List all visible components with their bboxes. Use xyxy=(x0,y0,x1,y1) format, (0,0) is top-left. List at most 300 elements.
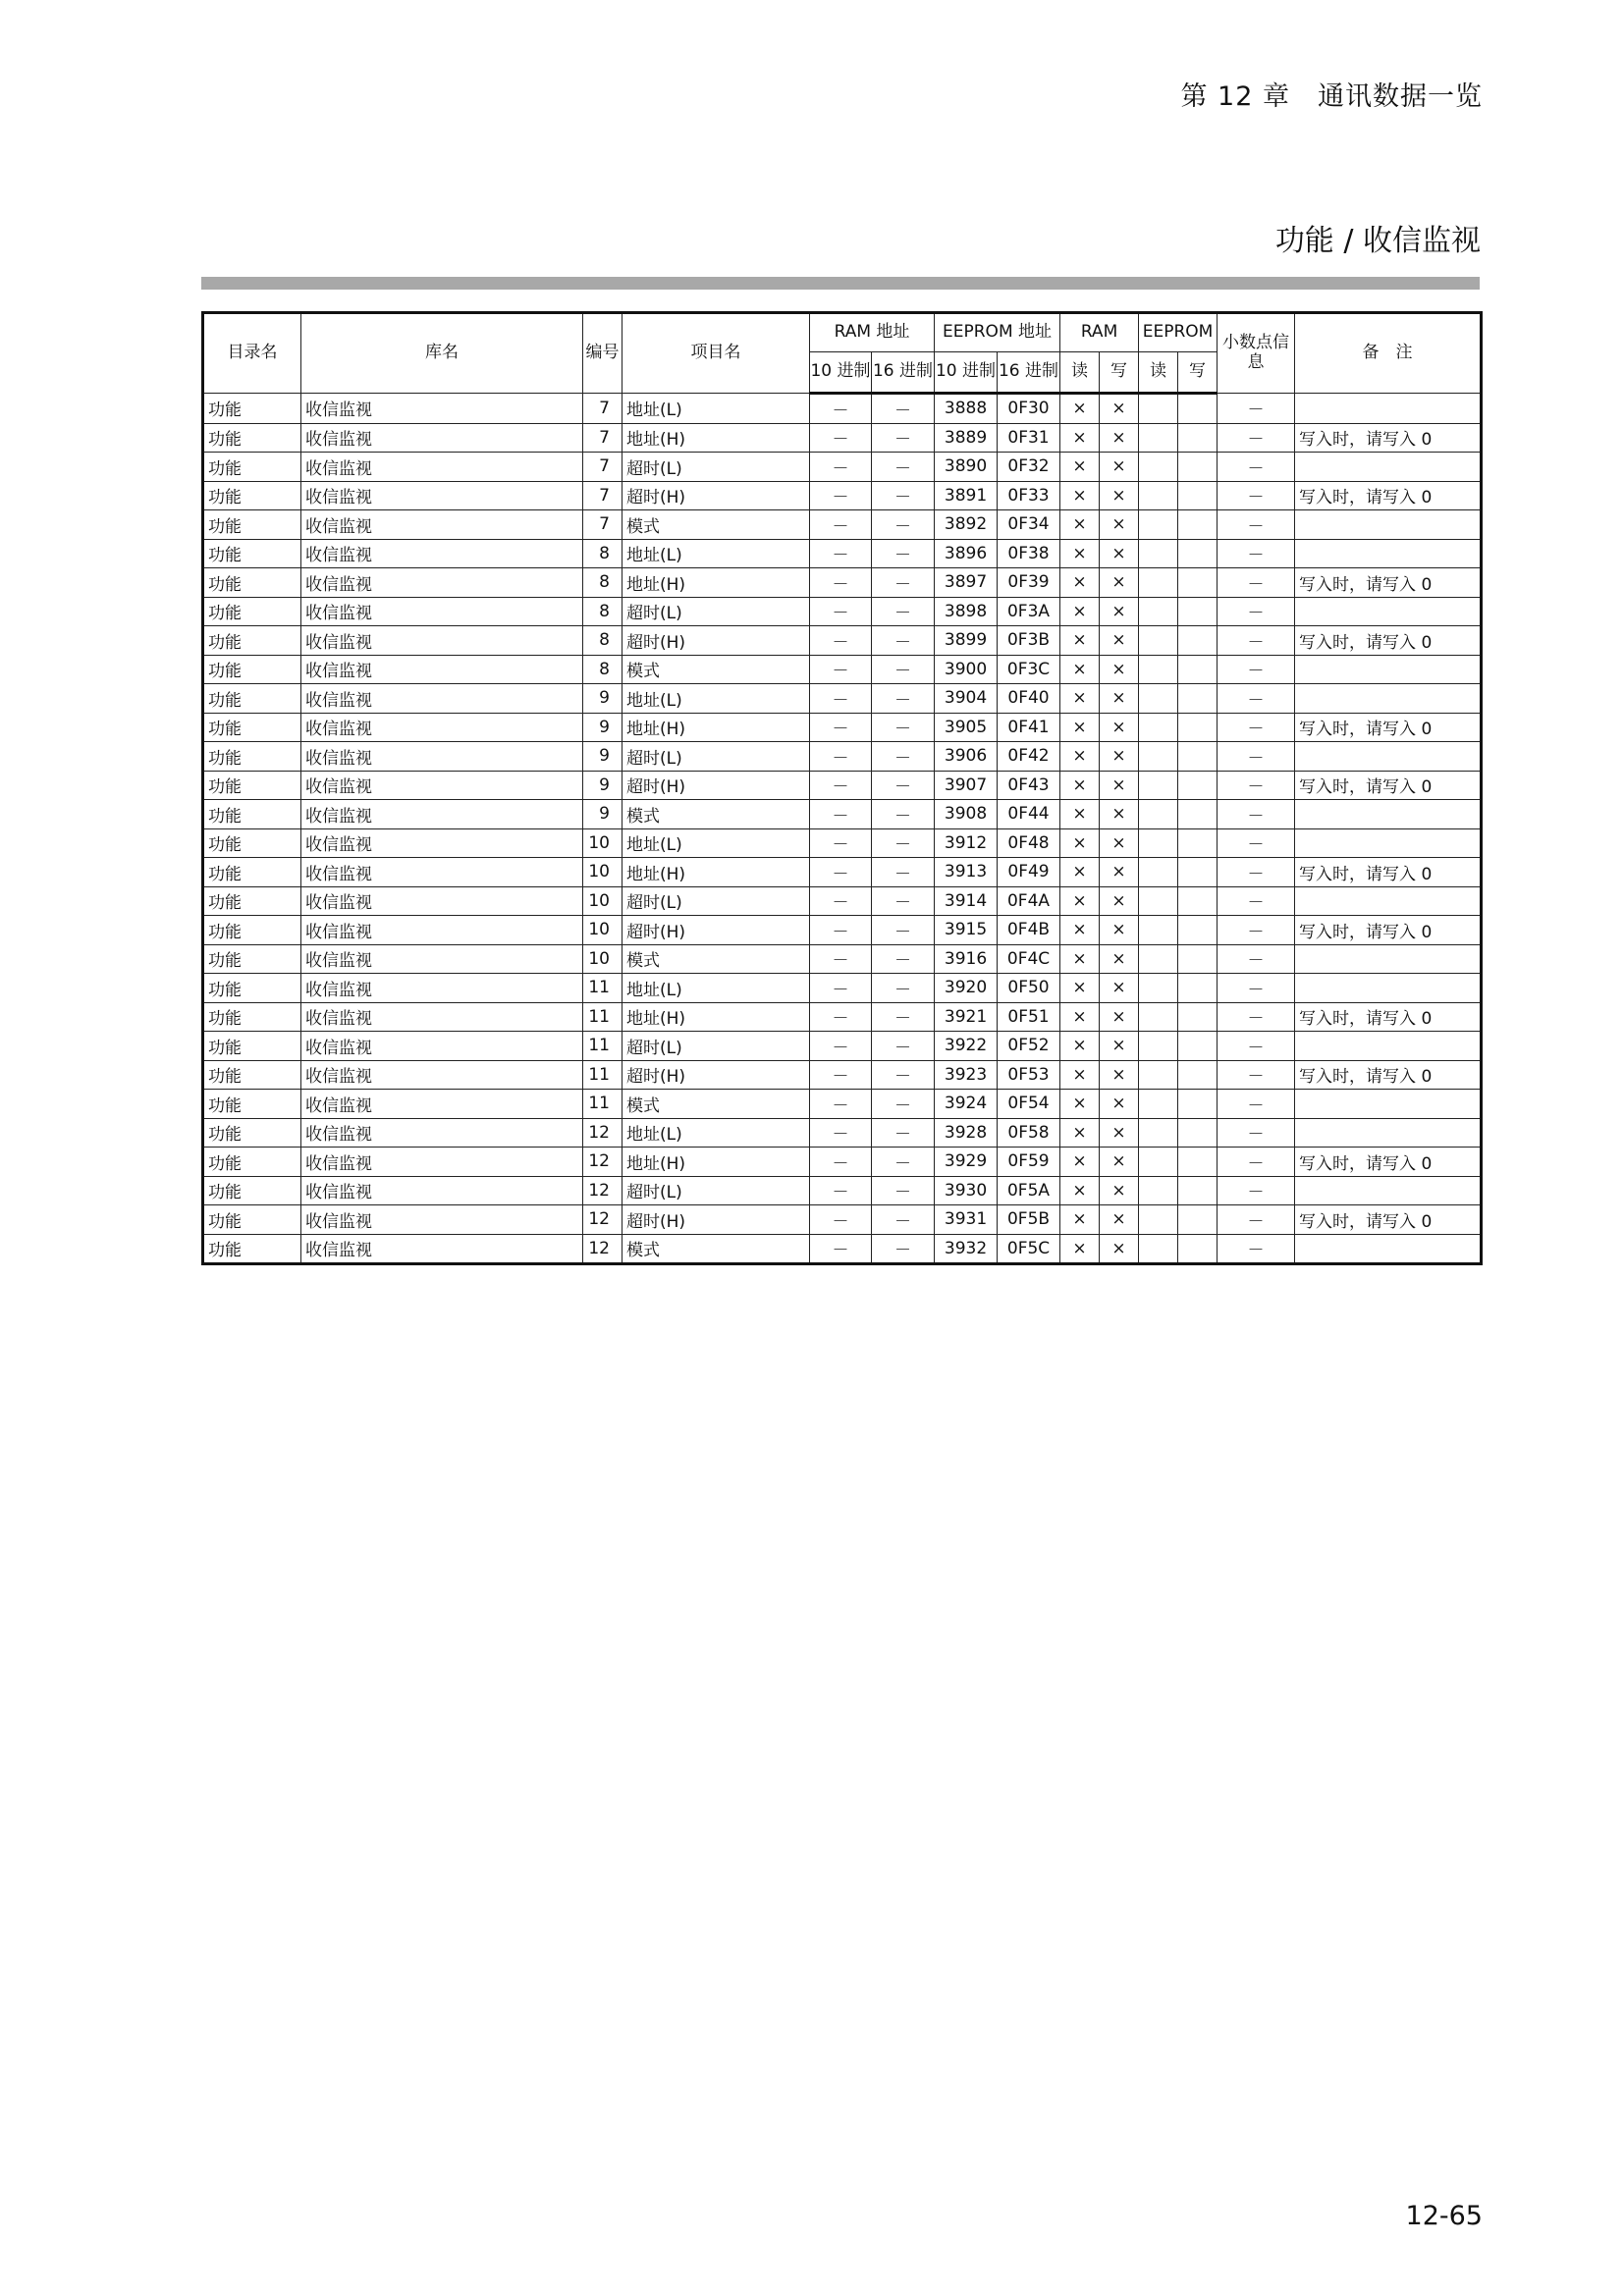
cell-item: 超时(L) xyxy=(623,742,810,772)
cell-ram-read: × xyxy=(1060,1205,1100,1235)
cell-ram-read: × xyxy=(1060,1002,1100,1032)
cell-eeprom-dec: 3932 xyxy=(935,1234,998,1264)
chapter-title: 第 12 章 通讯数据一览 xyxy=(1180,81,1483,112)
cell-decimal-info: － xyxy=(1218,771,1295,800)
cell-remarks xyxy=(1295,1032,1482,1061)
cell-eeprom-hex: 0F39 xyxy=(998,568,1060,598)
cell-ram-hex: － xyxy=(872,568,935,598)
cell-decimal-info: － xyxy=(1218,886,1295,916)
cell-catalog: 功能 xyxy=(203,771,301,800)
cell-ram-read: × xyxy=(1060,974,1100,1003)
cell-item: 模式 xyxy=(623,1234,810,1264)
cell-ram-dec: － xyxy=(810,684,872,714)
cell-eeprom-write xyxy=(1178,1234,1218,1264)
cell-remarks: 写入时，请写入 0 xyxy=(1295,423,1482,453)
cell-eeprom-read xyxy=(1139,1148,1178,1177)
table-row xyxy=(203,742,1482,772)
cell-remarks xyxy=(1295,974,1482,1003)
cell-remarks xyxy=(1295,453,1482,482)
cell-eeprom-read xyxy=(1139,423,1178,453)
cell-eeprom-read xyxy=(1139,858,1178,887)
cell-ram-read: × xyxy=(1060,713,1100,742)
cell-eeprom-read xyxy=(1139,1176,1178,1205)
cell-ram-hex: － xyxy=(872,886,935,916)
table-row xyxy=(203,1032,1482,1061)
section-title: 功能 / 收信监视 xyxy=(1274,224,1481,258)
cell-item: 超时(L) xyxy=(623,886,810,916)
cell-eeprom-read xyxy=(1139,1002,1178,1032)
header-ram: RAM xyxy=(1060,313,1139,352)
cell-eeprom-hex: 0F4A xyxy=(998,886,1060,916)
cell-eeprom-write xyxy=(1178,1090,1218,1119)
cell-ram-read: × xyxy=(1060,539,1100,568)
cell-eeprom-read xyxy=(1139,481,1178,510)
header-eeprom-write: 写 xyxy=(1178,352,1218,394)
cell-ram-dec: － xyxy=(810,626,872,656)
cell-ram-hex: － xyxy=(872,597,935,626)
cell-ram-read: × xyxy=(1060,1234,1100,1264)
cell-ram-write: × xyxy=(1100,800,1139,829)
cell-catalog: 功能 xyxy=(203,944,301,974)
cell-eeprom-dec: 3891 xyxy=(935,481,998,510)
cell-ram-read: × xyxy=(1060,684,1100,714)
cell-number: 9 xyxy=(583,771,623,800)
cell-eeprom-read xyxy=(1139,713,1178,742)
cell-ram-read: × xyxy=(1060,1176,1100,1205)
cell-number: 7 xyxy=(583,423,623,453)
header-item: 项目名 xyxy=(623,313,810,394)
cell-eeprom-hex: 0F44 xyxy=(998,800,1060,829)
cell-eeprom-read xyxy=(1139,539,1178,568)
cell-decimal-info: － xyxy=(1218,1060,1295,1090)
cell-number: 9 xyxy=(583,713,623,742)
cell-library: 收信监视 xyxy=(301,510,583,540)
cell-eeprom-write xyxy=(1178,539,1218,568)
cell-eeprom-hex: 0F42 xyxy=(998,742,1060,772)
cell-eeprom-write xyxy=(1178,510,1218,540)
cell-item: 地址(L) xyxy=(623,974,810,1003)
cell-ram-hex: － xyxy=(872,1060,935,1090)
cell-decimal-info: － xyxy=(1218,1148,1295,1177)
cell-ram-write: × xyxy=(1100,597,1139,626)
cell-catalog: 功能 xyxy=(203,886,301,916)
cell-remarks xyxy=(1295,539,1482,568)
cell-decimal-info: － xyxy=(1218,626,1295,656)
cell-eeprom-hex: 0F3A xyxy=(998,597,1060,626)
cell-eeprom-write xyxy=(1178,1118,1218,1148)
cell-remarks: 写入时，请写入 0 xyxy=(1295,858,1482,887)
cell-eeprom-read xyxy=(1139,771,1178,800)
cell-library: 收信监视 xyxy=(301,453,583,482)
cell-item: 地址(H) xyxy=(623,858,810,887)
cell-catalog: 功能 xyxy=(203,828,301,858)
cell-number: 7 xyxy=(583,481,623,510)
cell-remarks: 写入时，请写入 0 xyxy=(1295,1205,1482,1235)
header-ram-hex: 16 进制 xyxy=(872,352,935,394)
cell-library: 收信监视 xyxy=(301,858,583,887)
cell-eeprom-dec: 3924 xyxy=(935,1090,998,1119)
header-eeprom: EEPROM xyxy=(1139,313,1218,352)
cell-ram-dec: － xyxy=(810,597,872,626)
cell-ram-write: × xyxy=(1100,1148,1139,1177)
cell-library: 收信监视 xyxy=(301,1090,583,1119)
cell-ram-write: × xyxy=(1100,1205,1139,1235)
cell-number: 9 xyxy=(583,742,623,772)
cell-eeprom-read xyxy=(1139,974,1178,1003)
cell-catalog: 功能 xyxy=(203,1060,301,1090)
cell-number: 12 xyxy=(583,1118,623,1148)
table-row xyxy=(203,423,1482,453)
cell-eeprom-read xyxy=(1139,626,1178,656)
cell-library: 收信监视 xyxy=(301,655,583,684)
cell-ram-dec: － xyxy=(810,481,872,510)
cell-ram-write: × xyxy=(1100,1234,1139,1264)
cell-item: 模式 xyxy=(623,1090,810,1119)
cell-eeprom-hex: 0F41 xyxy=(998,713,1060,742)
cell-eeprom-read xyxy=(1139,1234,1178,1264)
cell-decimal-info: － xyxy=(1218,655,1295,684)
cell-eeprom-read xyxy=(1139,510,1178,540)
cell-library: 收信监视 xyxy=(301,1002,583,1032)
cell-eeprom-hex: 0F5C xyxy=(998,1234,1060,1264)
cell-ram-read: × xyxy=(1060,510,1100,540)
cell-ram-write: × xyxy=(1100,1060,1139,1090)
header-eeprom-dec: 10 进制 xyxy=(935,352,998,394)
cell-decimal-info: － xyxy=(1218,423,1295,453)
table-row xyxy=(203,655,1482,684)
cell-eeprom-read xyxy=(1139,800,1178,829)
cell-item: 地址(L) xyxy=(623,394,810,424)
cell-number: 10 xyxy=(583,858,623,887)
cell-ram-dec: － xyxy=(810,771,872,800)
cell-library: 收信监视 xyxy=(301,742,583,772)
cell-remarks xyxy=(1295,828,1482,858)
cell-remarks xyxy=(1295,655,1482,684)
cell-eeprom-dec: 3908 xyxy=(935,800,998,829)
cell-ram-hex: － xyxy=(872,539,935,568)
cell-eeprom-hex: 0F49 xyxy=(998,858,1060,887)
cell-number: 10 xyxy=(583,944,623,974)
cell-decimal-info: － xyxy=(1218,684,1295,714)
cell-decimal-info: － xyxy=(1218,453,1295,482)
cell-eeprom-hex: 0F30 xyxy=(998,394,1060,424)
cell-number: 8 xyxy=(583,655,623,684)
cell-library: 收信监视 xyxy=(301,1148,583,1177)
cell-eeprom-hex: 0F32 xyxy=(998,453,1060,482)
header-eeprom-hex: 16 进制 xyxy=(998,352,1060,394)
cell-eeprom-write xyxy=(1178,568,1218,598)
cell-ram-write: × xyxy=(1100,394,1139,424)
cell-eeprom-dec: 3896 xyxy=(935,539,998,568)
cell-remarks xyxy=(1295,742,1482,772)
cell-number: 7 xyxy=(583,394,623,424)
cell-remarks xyxy=(1295,800,1482,829)
cell-ram-dec: － xyxy=(810,510,872,540)
cell-number: 11 xyxy=(583,1060,623,1090)
cell-library: 收信监视 xyxy=(301,1118,583,1148)
cell-eeprom-dec: 3889 xyxy=(935,423,998,453)
cell-decimal-info: － xyxy=(1218,1176,1295,1205)
cell-catalog: 功能 xyxy=(203,626,301,656)
cell-eeprom-dec: 3906 xyxy=(935,742,998,772)
cell-number: 8 xyxy=(583,626,623,656)
cell-ram-write: × xyxy=(1100,1176,1139,1205)
cell-ram-read: × xyxy=(1060,394,1100,424)
table-row xyxy=(203,1118,1482,1148)
cell-remarks: 写入时，请写入 0 xyxy=(1295,771,1482,800)
cell-number: 11 xyxy=(583,1090,623,1119)
cell-remarks: 写入时，请写入 0 xyxy=(1295,916,1482,945)
table-row xyxy=(203,1090,1482,1119)
cell-decimal-info: － xyxy=(1218,394,1295,424)
cell-item: 地址(L) xyxy=(623,828,810,858)
cell-remarks xyxy=(1295,944,1482,974)
cell-eeprom-read xyxy=(1139,394,1178,424)
cell-eeprom-hex: 0F58 xyxy=(998,1118,1060,1148)
cell-ram-dec: － xyxy=(810,944,872,974)
cell-ram-dec: － xyxy=(810,713,872,742)
cell-eeprom-hex: 0F43 xyxy=(998,771,1060,800)
cell-ram-dec: － xyxy=(810,1032,872,1061)
cell-number: 8 xyxy=(583,539,623,568)
cell-eeprom-hex: 0F31 xyxy=(998,423,1060,453)
cell-eeprom-write xyxy=(1178,423,1218,453)
cell-number: 10 xyxy=(583,886,623,916)
cell-eeprom-dec: 3929 xyxy=(935,1148,998,1177)
cell-eeprom-read xyxy=(1139,684,1178,714)
cell-eeprom-write xyxy=(1178,1148,1218,1177)
cell-ram-write: × xyxy=(1100,1002,1139,1032)
cell-library: 收信监视 xyxy=(301,1205,583,1235)
cell-ram-read: × xyxy=(1060,858,1100,887)
cell-number: 12 xyxy=(583,1205,623,1235)
cell-eeprom-dec: 3897 xyxy=(935,568,998,598)
cell-ram-read: × xyxy=(1060,886,1100,916)
cell-eeprom-read xyxy=(1139,655,1178,684)
cell-item: 模式 xyxy=(623,800,810,829)
cell-ram-dec: － xyxy=(810,1060,872,1090)
header-number: 编号 xyxy=(583,313,623,394)
cell-eeprom-dec: 3921 xyxy=(935,1002,998,1032)
cell-library: 收信监视 xyxy=(301,394,583,424)
cell-remarks xyxy=(1295,510,1482,540)
cell-item: 超时(H) xyxy=(623,916,810,945)
cell-library: 收信监视 xyxy=(301,597,583,626)
cell-eeprom-write xyxy=(1178,800,1218,829)
cell-decimal-info: － xyxy=(1218,944,1295,974)
cell-number: 12 xyxy=(583,1176,623,1205)
cell-eeprom-write xyxy=(1178,626,1218,656)
cell-item: 模式 xyxy=(623,944,810,974)
cell-item: 超时(L) xyxy=(623,597,810,626)
table-row xyxy=(203,771,1482,800)
cell-ram-hex: － xyxy=(872,944,935,974)
cell-eeprom-dec: 3898 xyxy=(935,597,998,626)
cell-item: 地址(H) xyxy=(623,713,810,742)
cell-ram-hex: － xyxy=(872,1118,935,1148)
cell-ram-dec: － xyxy=(810,800,872,829)
cell-eeprom-write xyxy=(1178,1205,1218,1235)
cell-eeprom-dec: 3899 xyxy=(935,626,998,656)
cell-ram-dec: － xyxy=(810,655,872,684)
cell-eeprom-write xyxy=(1178,684,1218,714)
header-library: 库名 xyxy=(301,313,583,394)
header-remarks: 备 注 xyxy=(1295,313,1482,394)
cell-eeprom-read xyxy=(1139,1032,1178,1061)
cell-library: 收信监视 xyxy=(301,684,583,714)
cell-decimal-info: － xyxy=(1218,713,1295,742)
cell-item: 超时(H) xyxy=(623,771,810,800)
table-row xyxy=(203,858,1482,887)
cell-eeprom-hex: 0F3C xyxy=(998,655,1060,684)
cell-ram-dec: － xyxy=(810,1176,872,1205)
cell-eeprom-hex: 0F52 xyxy=(998,1032,1060,1061)
table-row xyxy=(203,1148,1482,1177)
cell-catalog: 功能 xyxy=(203,1118,301,1148)
cell-eeprom-write xyxy=(1178,828,1218,858)
cell-eeprom-dec: 3930 xyxy=(935,1176,998,1205)
cell-ram-dec: － xyxy=(810,828,872,858)
cell-catalog: 功能 xyxy=(203,510,301,540)
cell-remarks xyxy=(1295,1118,1482,1148)
cell-ram-read: × xyxy=(1060,800,1100,829)
cell-ram-read: × xyxy=(1060,597,1100,626)
cell-eeprom-read xyxy=(1139,1060,1178,1090)
table-row xyxy=(203,1205,1482,1235)
cell-ram-read: × xyxy=(1060,1090,1100,1119)
cell-eeprom-read xyxy=(1139,916,1178,945)
cell-number: 8 xyxy=(583,568,623,598)
cell-eeprom-write xyxy=(1178,481,1218,510)
table-row xyxy=(203,568,1482,598)
cell-ram-write: × xyxy=(1100,916,1139,945)
cell-item: 地址(L) xyxy=(623,1118,810,1148)
cell-catalog: 功能 xyxy=(203,1032,301,1061)
cell-eeprom-dec: 3928 xyxy=(935,1118,998,1148)
cell-catalog: 功能 xyxy=(203,800,301,829)
cell-eeprom-write xyxy=(1178,771,1218,800)
cell-library: 收信监视 xyxy=(301,568,583,598)
cell-catalog: 功能 xyxy=(203,1205,301,1235)
header-ram-read: 读 xyxy=(1060,352,1100,394)
cell-item: 地址(H) xyxy=(623,568,810,598)
cell-ram-hex: － xyxy=(872,394,935,424)
cell-ram-dec: － xyxy=(810,453,872,482)
cell-eeprom-dec: 3904 xyxy=(935,684,998,714)
cell-number: 8 xyxy=(583,597,623,626)
cell-eeprom-dec: 3920 xyxy=(935,974,998,1003)
cell-library: 收信监视 xyxy=(301,423,583,453)
cell-eeprom-read xyxy=(1139,1090,1178,1119)
cell-remarks xyxy=(1295,394,1482,424)
cell-library: 收信监视 xyxy=(301,626,583,656)
cell-decimal-info: － xyxy=(1218,1118,1295,1148)
cell-eeprom-read xyxy=(1139,886,1178,916)
cell-ram-write: × xyxy=(1100,742,1139,772)
cell-remarks: 写入时，请写入 0 xyxy=(1295,481,1482,510)
cell-ram-dec: － xyxy=(810,1234,872,1264)
header-eeprom-read: 读 xyxy=(1139,352,1178,394)
cell-ram-hex: － xyxy=(872,1090,935,1119)
cell-ram-write: × xyxy=(1100,510,1139,540)
cell-ram-dec: － xyxy=(810,974,872,1003)
cell-remarks: 写入时，请写入 0 xyxy=(1295,1002,1482,1032)
cell-library: 收信监视 xyxy=(301,1060,583,1090)
cell-ram-write: × xyxy=(1100,626,1139,656)
cell-eeprom-write xyxy=(1178,394,1218,424)
cell-eeprom-read xyxy=(1139,453,1178,482)
cell-library: 收信监视 xyxy=(301,713,583,742)
cell-eeprom-write xyxy=(1178,974,1218,1003)
cell-item: 超时(H) xyxy=(623,626,810,656)
table-row xyxy=(203,453,1482,482)
cell-ram-dec: － xyxy=(810,858,872,887)
cell-number: 11 xyxy=(583,1002,623,1032)
cell-ram-write: × xyxy=(1100,1032,1139,1061)
cell-decimal-info: － xyxy=(1218,974,1295,1003)
cell-ram-dec: － xyxy=(810,886,872,916)
cell-eeprom-dec: 3892 xyxy=(935,510,998,540)
cell-ram-dec: － xyxy=(810,916,872,945)
cell-catalog: 功能 xyxy=(203,481,301,510)
cell-ram-read: × xyxy=(1060,828,1100,858)
cell-ram-read: × xyxy=(1060,423,1100,453)
table-row xyxy=(203,539,1482,568)
table-row xyxy=(203,510,1482,540)
cell-item: 超时(H) xyxy=(623,481,810,510)
cell-eeprom-dec: 3888 xyxy=(935,394,998,424)
cell-eeprom-dec: 3912 xyxy=(935,828,998,858)
cell-eeprom-dec: 3915 xyxy=(935,916,998,945)
cell-item: 超时(H) xyxy=(623,1205,810,1235)
cell-decimal-info: － xyxy=(1218,510,1295,540)
cell-ram-hex: － xyxy=(872,1176,935,1205)
cell-ram-hex: － xyxy=(872,453,935,482)
cell-catalog: 功能 xyxy=(203,1002,301,1032)
cell-decimal-info: － xyxy=(1218,828,1295,858)
cell-ram-read: × xyxy=(1060,1148,1100,1177)
table-row xyxy=(203,828,1482,858)
cell-ram-hex: － xyxy=(872,713,935,742)
cell-eeprom-hex: 0F34 xyxy=(998,510,1060,540)
cell-ram-read: × xyxy=(1060,742,1100,772)
cell-ram-dec: － xyxy=(810,1090,872,1119)
cell-catalog: 功能 xyxy=(203,539,301,568)
cell-eeprom-hex: 0F4B xyxy=(998,916,1060,945)
cell-eeprom-hex: 0F33 xyxy=(998,481,1060,510)
cell-eeprom-dec: 3890 xyxy=(935,453,998,482)
table-row xyxy=(203,684,1482,714)
cell-eeprom-write xyxy=(1178,1176,1218,1205)
cell-ram-read: × xyxy=(1060,481,1100,510)
communication-data-table xyxy=(201,311,1483,1265)
cell-catalog: 功能 xyxy=(203,1090,301,1119)
cell-item: 地址(H) xyxy=(623,1148,810,1177)
cell-eeprom-write xyxy=(1178,453,1218,482)
table-row xyxy=(203,944,1482,974)
cell-ram-hex: － xyxy=(872,1148,935,1177)
cell-library: 收信监视 xyxy=(301,944,583,974)
cell-ram-write: × xyxy=(1100,539,1139,568)
cell-library: 收信监视 xyxy=(301,800,583,829)
cell-number: 10 xyxy=(583,916,623,945)
cell-ram-write: × xyxy=(1100,481,1139,510)
cell-item: 模式 xyxy=(623,655,810,684)
cell-ram-hex: － xyxy=(872,916,935,945)
cell-eeprom-write xyxy=(1178,1032,1218,1061)
cell-decimal-info: － xyxy=(1218,481,1295,510)
cell-eeprom-write xyxy=(1178,944,1218,974)
